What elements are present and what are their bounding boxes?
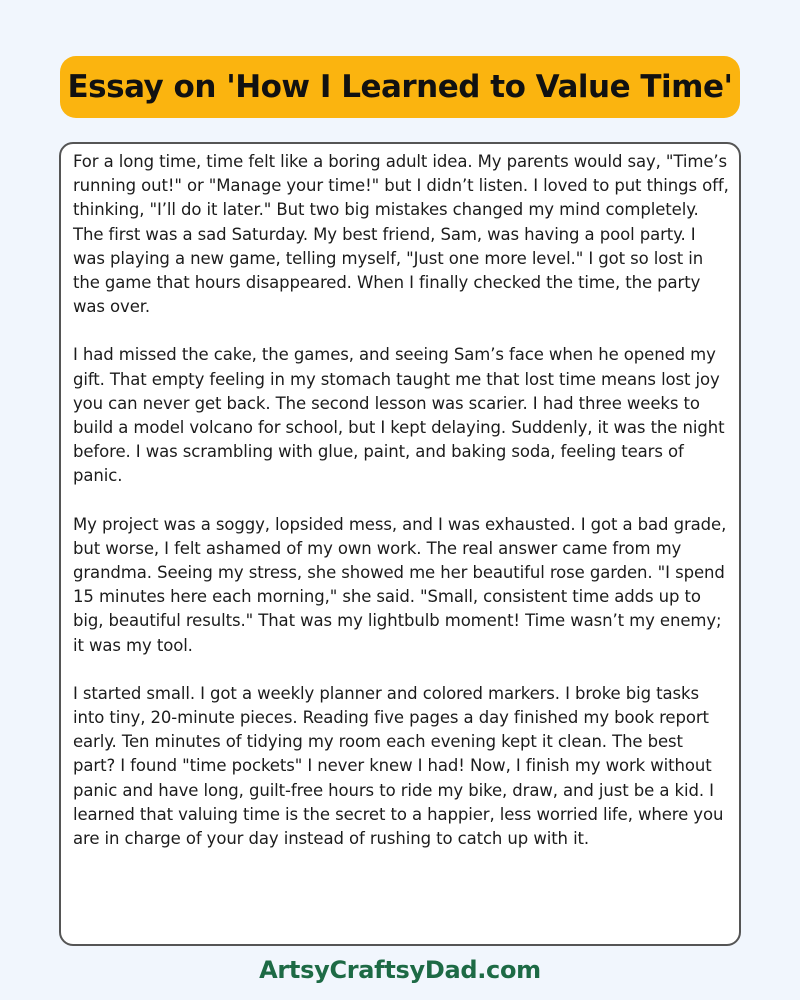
essay-paragraph-4: I started small. I got a weekly planner and colored markers. I broke big tasks into tiny, 20-minute pieces. Reading five pages a day finished my book report early. Ten minutes of tidying my room each evening kept it clean. The best part? I found "time pockets" I never knew I had! Now, I finish my work without panic and have long, guilt-free hours to ride my bike, draw, and just be a kid. I learned that valuing time is the secret to a happier, less worried life, where you are in charge of your day instead of rushing to catch up with it.	[73, 683, 724, 849]
title-banner	[60, 56, 740, 118]
page-title: Essay on 'How I Learned to Value Time'	[67, 69, 733, 105]
essay-paragraph-3: My project was a soggy, lopsided mess, and I was exhausted. I got a bad grade, but worse, I felt ashamed of my own work. The real answer came from my grandma. Seeing my stress, she showed me her beautiful rose garden. "I spend 15 minutes here each morning," she said. "Small, consistent time adds up to big, beautiful results." That was my lightbulb moment! Time wasn’t my enemy; it was my tool.	[73, 514, 727, 655]
footer-brand: ArtsyCraftsyDad.com	[259, 956, 541, 984]
essay-box	[59, 142, 741, 946]
essay-paragraph-2: I had missed the cake, the games, and seeing Sam’s face when he opened my gift. That empty feeling in my stomach taught me that lost time means lost joy you can never get back. The second lesson was scarier. I had three weeks to build a model volcano for school, but I kept delaying. Suddenly, it was the night before. I was scrambling with glue, paint, and baking soda, feeling tears of panic.	[73, 345, 725, 486]
essay-paragraph-1: For a long time, time felt like a boring adult idea. My parents would say, "Time’s running out!" or "Manage your time!" but I didn’t listen. I loved to put things off, thinking, "I’ll do it later." But two big mistakes changed my mind completely. The first was a sad Saturday. My best friend, Sam, was having a pool party. I was playing a new game, telling myself, "Just one more level." I got so lost in the game that hours disappeared. When I finally checked the time, the party was over.	[73, 152, 729, 317]
